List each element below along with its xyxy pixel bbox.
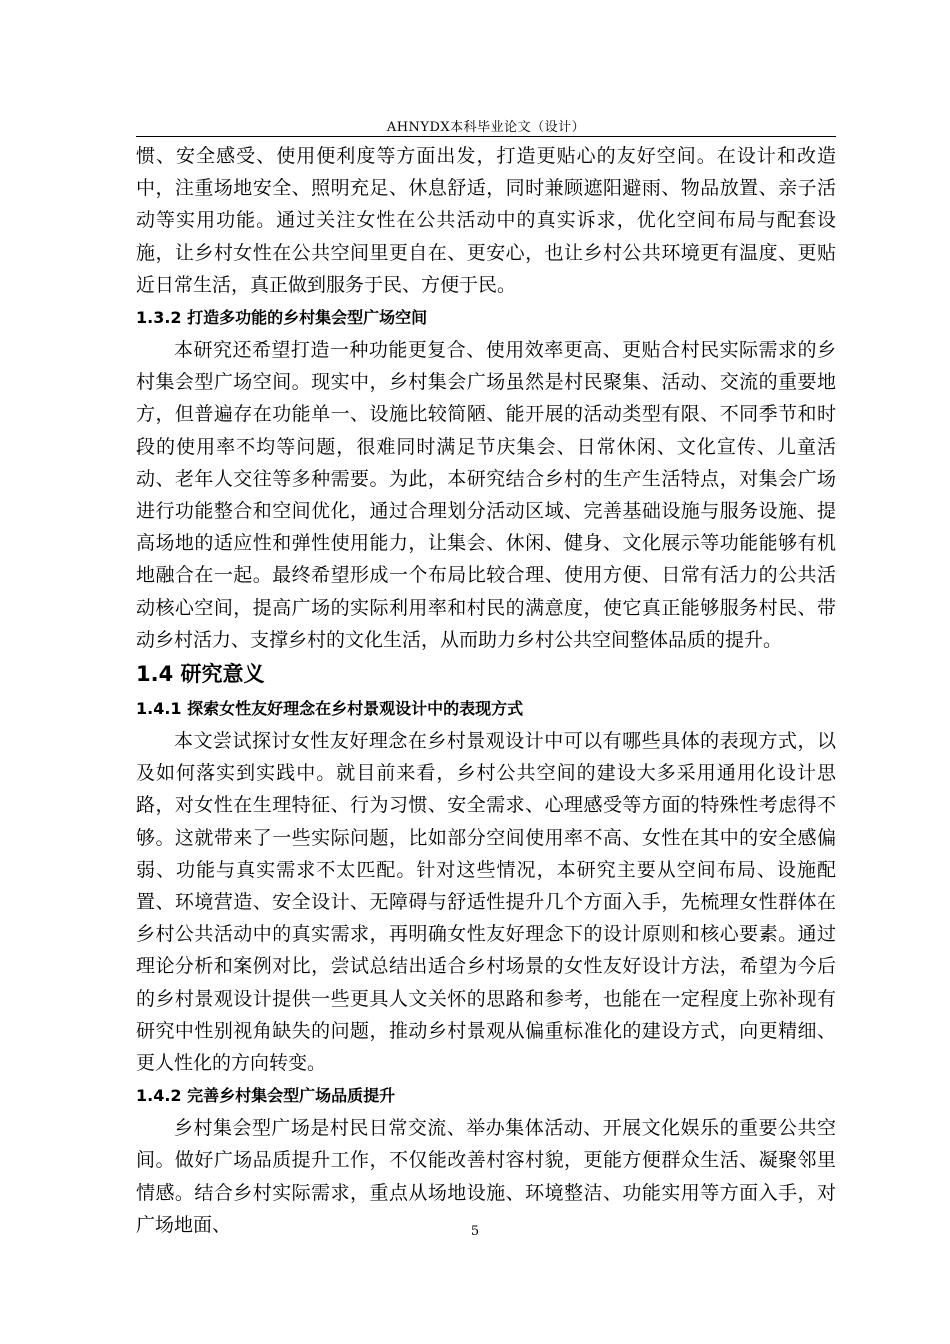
paragraph-female-friendly: 本文尝试探讨女性友好理念在乡村景观设计中可以有哪些具体的表现方式，以及如何落实到实践中。就目前来看，乡村公共空间的建设大多采用通用化设计思路，对女性在生理特征、行为习惯、安全需求、心理感受等方面的特殊性考虑得不够。这就带来了一些实际问题，比如部分空间使用率不高、女性在其中的安全感偏弱、功能与真实需求不太匹配。针对这些情况，本研究主要从空间布局、设施配置、环境营造、安全设计、无障碍与舒适性提升几个方面入手，先梳理女性群体在乡村公共活动中的真实需求，再明确女性友好理念下的设计原则和核心要素。通过理论分析和案例对比，尝试总结出适合乡村场景的女性友好设计方法，希望为今后的乡村景观设计提供一些更具人文关怀的思路和参考，也能在一定程度上弥补现有研究中性别视角缺失的问题，推动乡村景观从偏重标准化的建设方式，向更精细、更人性化的方向转变。 bbox=[136, 730, 836, 1075]
heading-1-4-2: 1.4.2 完善乡村集会型广场品质提升 bbox=[136, 1086, 396, 1106]
paragraph-multi-function-square: 本研究还希望打造一种功能更复合、使用效率更高、更贴合村民实际需求的乡村集会型广场空间。现实中，乡村集会广场虽然是村民聚集、活动、交流的重要地方，但普遍存在功能单一、设施比较简陋、能开展的活动类型有限、不同季节和时段的使用率不均等问题，很难同时满足节庆集会、日常休闲、文化宣传、儿童活动、老年人交往等多种需要。为此，本研究结合乡村的生产生活特点，对集会广场进行功能整合和空间优化，通过合理划分活动区域、完善基础设施与服务设施、提高场地的适应性和弹性使用能力，让集会、休闲、健身、文化展示等功能能够有机地融合在一起。最终希望形成一个布局比较合理、使用方便、日常有活力的公共活动核心空间，提高广场的实际利用率和村民的满意度，使它真正能够服务村民、带动乡村活力、支撑乡村的文化生活，从而助力乡村公共空间整体品质的提升。 bbox=[136, 339, 836, 651]
heading-1-4: 1.4 研究意义 bbox=[136, 662, 265, 687]
page-number: 5 bbox=[470, 1224, 480, 1239]
paragraph-continuation: 惯、安全感受、使用便利度等方面出发，打造更贴心的友好空间。在设计和改造中，注重场地安全、照明充足、休息舒适，同时兼顾遮阳避雨、物品放置、亲子活动等实用功能。通过关注女性在公共活动中的真实诉求，优化空间布局与配套设施，让乡村女性在公共空间里更自在、更安心，也让乡村公共环境更有温度、更贴近日常生活，真正做到服务于民、方便于民。 bbox=[136, 145, 836, 296]
running-header: AHNYDX本科毕业论文（设计） bbox=[386, 120, 586, 135]
paragraph-square-quality: 乡村集会型广场是村民日常交流、举办集体活动、开展文化娱乐的重要公共空间。做好广场品质提升工作，不仅能改善村容村貌，更能方便群众生活、凝聚邻里情感。结合乡村实际需求，重点从场地设施、环境整洁、功能实用等方面入手，对广场地面、 bbox=[136, 1117, 836, 1236]
header-rule bbox=[136, 136, 836, 137]
heading-1-3-2: 1.3.2 打造多功能的乡村集会型广场空间 bbox=[136, 308, 428, 328]
heading-1-4-1: 1.4.1 探索女性友好理念在乡村景观设计中的表现方式 bbox=[136, 699, 524, 719]
body-content bbox=[136, 140, 836, 1241]
